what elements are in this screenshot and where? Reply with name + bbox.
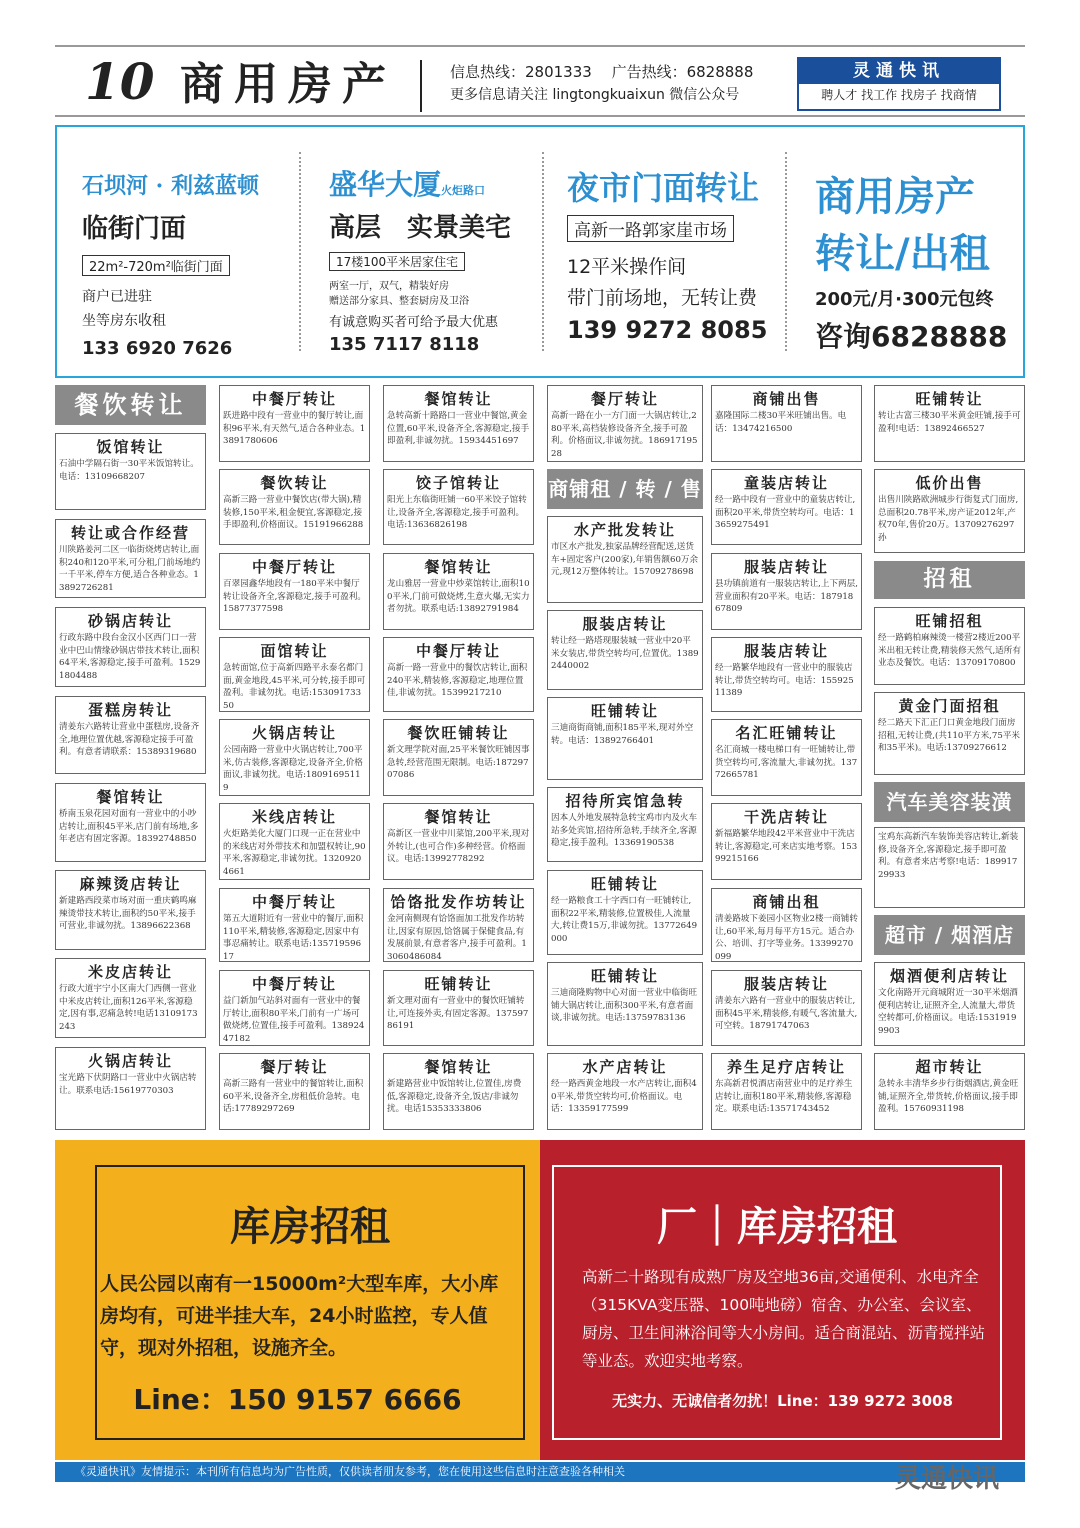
ad-box: 22m²-720m²临街门面 [82,255,230,276]
listing-heading: 烟酒便利店转让 [889,967,1009,985]
listing-card [383,637,534,712]
listing-heading: 养生足疗店转让 [726,1058,846,1076]
listing-heading: 童装店转让 [743,474,829,492]
ad-phone: 133 6920 7626 [82,338,233,359]
logo-subtitle: 聘人才 找工作 找房子 找商情 [821,88,977,102]
listing-heading: 麻辣烫店转让 [79,875,182,893]
banner-car: 汽车美容装潢 [874,782,1025,822]
listing-card [383,970,534,1046]
listing-heading: 餐馆转让 [424,808,493,826]
top-ads-panel [55,125,1025,378]
listing-card [711,553,862,630]
ad-line: 12平米操作间 [567,256,687,278]
listing-body: 东高新君悦酒店南营业中的足疗养生店转让,面积180平米,精装修,客源稳定。联系电话:13571743452 [715,1079,853,1115]
page-number: 10 [85,52,155,111]
listing-card [547,610,703,690]
hotline-text: 信息热线：2801333 广告热线：6828888 [450,63,754,81]
wechat-text: 更多信息请关注 lingtongkuaixun 微信公众号 [450,87,740,103]
listing-card [55,958,206,1038]
ad-line: 赠送部分家具、整套厨房及卫浴 [329,296,469,307]
listing-card [55,783,206,862]
ad-title: 库房招租 [230,1204,390,1250]
listing-card [219,803,370,880]
listing-heading: 餐厅转让 [260,1058,329,1076]
listing-body: 公园南路一营业中火锅店转让,700平米,仿古装修,客源稳定,设备齐全,价格面议,非诚勿扰。电话:18091695119 [223,745,363,793]
listing-card [874,962,1025,1046]
warehouse-ad-left [55,1140,540,1460]
listing-body: 三迪商隆购物中心对面一营业中临街旺铺大锅店转让,面积300平米,有意者面谈,非诚勿扰。电话:13759783136 [551,988,698,1024]
listing-heading: 旺铺招租 [915,612,984,630]
listing-card [711,385,862,462]
listing-card [711,719,862,796]
listing-body: 急转面馆,位于高新四路平永泰名都门面,黄金地段,45平米,可分转,接手即可盈利。非诚勿扰。电话:15309173350 [223,663,366,711]
listing-body: 经一路粮食工十字西口有一旺铺转让,面积22平米,精装修,位置极佳,人流量大,转让费15万,非诚勿扰。13772649000 [551,896,698,944]
listing-heading: 服装店转让 [582,615,668,633]
listing-body: 行政东路中段台金汉小区西门口一营业中巴山情缘砂锅店带技术转让,面积64平米,客源稳定,接手可盈利。15291804488 [59,633,201,681]
banner-market: 超市 / 烟酒店 [874,915,1025,955]
ad-phone: Line：150 9157 6666 [133,1383,462,1416]
header-divider [420,60,422,112]
listing-body: 高新一路在小一方门面一大锅店转让,280平米,高档装修设备齐全,接手可盈利。价格面议,非诚勿扰。18691719528 [551,411,698,459]
listing-body: 清姜东六路转让营业中蛋糕房,设备齐全,地理位置优越,客源稳定接手可盈利。有意者请联系：15389319680 [59,722,200,758]
ad-subtitle: 高层 实景美宅 [329,213,512,243]
logo-title: 灵通快讯 [799,59,999,84]
listing-body: 石油中学隔石街一30平米饭馆转让。电话：13109668207 [59,459,199,482]
ad-box: 17楼100平米居家住宅 [329,252,465,271]
listing-body: 名汇商城一楼电梯口有一旺铺转让,带货空转均可,客流量大,非诚勿扰。13772665781 [715,745,858,781]
listing-heading: 旺铺转让 [590,875,659,893]
listing-body: 急转高新十路路口一营业中餐馆,黄金位置,60平米,设备齐全,客源稳定,接手即盈利,非诚勿扰。15934451697 [387,411,530,447]
ad-line: 带门前场地，无转让费 [567,287,758,309]
listing-heading: 饭馆转让 [96,438,165,456]
watermark: 灵通快讯 [895,1464,1000,1494]
listing-body: 急转永丰清华乡步行街烟酒店,黄金旺铺,证照齐全,带货转,价格面议,接手即盈利。15760931198 [878,1079,1019,1115]
listing-heading: 火锅店转让 [87,1052,173,1070]
listing-card [711,1053,862,1130]
listing-body: 转让古富三楼30平米黄金旺铺,接手可盈利!电话：13892466527 [878,411,1021,434]
ad-box: 高新一路郭家崖市场 [567,215,734,242]
listing-heading: 餐馆转让 [424,390,493,408]
ad-body: 人民公园以南有一15000m²大型车库，大小库房均有，可进半挂大车，24小时监控，专人值守，现对外招租，设施齐全。 [100,1273,499,1359]
ad-title: 夜市门面转让 [567,169,760,207]
listing-card [383,888,534,962]
listing-heading: 餐馆转让 [424,558,493,576]
listing-card [711,888,862,962]
listing-heading: 餐厅转让 [590,390,659,408]
listing-body: 转让经一路塔现服装城一营业中20平米女装店,带货空转均可,位置优。13892440002 [551,636,699,672]
listing-heading: 中餐厅转让 [251,893,337,911]
listing-card [55,1047,206,1130]
listing-heading: 中餐厅转让 [251,975,337,993]
ad-line: 商户已进驻 [82,289,152,305]
listing-card [874,469,1025,553]
listing-card [55,696,206,774]
listing-body: 清姜路坡下姜园小区物业2楼一商铺转让,60平米,每月每平方15元。适合办公、培训、打字等业务。13399270099 [715,914,858,962]
listing-card [874,1053,1025,1130]
listing-card [874,692,1025,775]
listing-card [219,888,370,962]
listing-card [547,870,703,955]
ad-yeshi [542,127,782,376]
listing-body: 县功镇前道有一服装店转让,上下两层,营业面积有20平米。电话：18791867809 [715,579,858,615]
listing-card [55,607,206,687]
listing-heading: 旺铺转让 [590,967,659,985]
listing-heading: 黄金门面招租 [898,697,1001,715]
ad-body: 高新二十路现有成熟厂房及空地36亩,交通便利、水电齐全（315KVA变压器、100吨地磅）宿舍、办公室、会议室、厨房、卫生间淋浴间等大小房间。适合商混站、沥青搅拌站等业态。欢迎实地考察。 [582,1268,986,1370]
listing-body: 新建路西段菜市场对面一重庆鹤鸣麻辣烫带技术转让,面积约50平米,接手可营业,非诚勿扰。13896622368 [59,896,197,932]
header-bottom-rule [55,115,1025,117]
listing-body: 高新区一营业中川菜馆,200平米,现对外转让,(也可合作)多种经营。价格面议。电话:13992778292 [387,829,530,865]
listing-card [547,787,703,862]
listing-heading: 餐馆转让 [96,788,165,806]
listing-card [711,970,862,1046]
listing-body: 高新三路一营业中餐饮店(带大锅),精装修,150平米,租金便宜,客源稳定,接手即盈利,价格面议。15191966288 [223,495,364,531]
listing-body: 经一路繁华地段有一营业中的服装店转让,带货空转均可。电话：15592511389 [715,663,854,699]
ad-title: 商用房产 [815,174,975,220]
ad-phone: 135 7117 8118 [329,334,480,355]
listing-card [219,719,370,796]
banner-shop: 商铺租 / 转 / 售 [547,469,703,509]
listing-body: 第五大道附近有一营业中的餐厅,面积110平米,精装修,客源稳定,因家中有事忍痛转让。联系电话:13571959617 [223,914,364,962]
ad-phone: 无实力、无诚信者勿扰！Line：139 9272 3008 [612,1392,953,1410]
listing-heading: 中餐厅转让 [415,642,501,660]
listing-body: 经一路鹤柏麻辣烫一楼营2楼近200平米出租无转让费,精装修天然气,适所有业态及餐饮。电话：13709170800 [878,633,1021,669]
listing-heading: 旺铺转让 [590,702,659,720]
listing-body: 龙山雅居一营业中炒菜馆转让,面积100平米,门前可做烧烤,生意火爆,无实力者勿扰。联系电话:13892791984 [387,579,530,615]
listing-heading: 服装店转让 [743,642,829,660]
listing-card [383,719,534,796]
listing-heading: 米线店转让 [251,808,337,826]
listing-card [55,519,206,598]
listing-body: 出售川陕路欧洲城步行街复式门面房,总面积20.78平米,房产证2012年,产权70年,售价20万。13709276297 孙 [878,495,1019,543]
ad-line: 有诚意购买者可给予最大优惠 [329,315,499,330]
listing-body: 金河南侧现有饸饹面加工批发作坊转让,因家有原因,饸饹属于保健食品,有发展前景,有意者客户,接手可盈利。13060486084 [387,914,527,962]
listing-card [219,553,370,630]
listing-heading: 火锅店转让 [251,724,337,742]
listing-heading: 水产批发转让 [573,521,676,539]
listing-card [219,970,370,1046]
listing-card [874,607,1025,685]
listing-body: 文化南路开元商城附近一30平米烟酒便利店转让,证照齐全,人流量大,带货空转都可,价格面议。电话:15319199903 [878,988,1018,1036]
listing-heading: 中餐厅转让 [251,558,337,576]
ad-title: 转让/出租 [815,231,990,277]
ad-price: 200元/月·300元包终 [815,289,994,310]
listing-heading: 蛋糕房转让 [87,701,173,719]
listing-body: 三迪商街商铺,面积185平米,现对外空转。电话：13892766401 [551,723,694,746]
warehouse-ad-right [540,1140,1025,1460]
listing-card [219,385,370,462]
listing-body: 桥南玉泉花园对面有一营业中的小吵店转让,面积45平米,店门前有场地,多年老店有固定客源。18392748850 [59,809,199,845]
listing-body: 火炬路美化大厦门口现一正在营业中的米线店对外带技术和加盟权转让,90平米,客源稳定,非诚勿扰。13209204661 [223,829,366,877]
listing-heading: 砂锅店转让 [87,612,173,630]
listing-heading: 旺铺转让 [424,975,493,993]
listing-card [547,385,703,462]
listing-card [547,697,703,780]
listing-body: 高新一路一营业中的餐饮店转让,面积240平米,精装修,客源稳定,地理位置佳,非诚勿扰。15399217210 [387,663,528,699]
listing-body: 新建路营业中饭馆转让,位置佳,房费低,客源稳定,设备齐全,饭店/非诚勿扰。电话15353333806 [387,1079,522,1115]
ad-subtitle: 临街门面 [82,214,187,244]
publication-logo [797,57,1001,111]
listing-heading: 米皮店转让 [87,963,173,981]
listing-card [219,637,370,712]
listing-heading: 中餐厅转让 [251,390,337,408]
listing-heading: 商铺出售 [752,390,821,408]
ad-title: 厂｜库房招租 [657,1204,897,1250]
listing-body: 新文理学院对面,25平米餐饮旺铺因事急转,经营范围无限制。电话:18729707086 [387,745,530,781]
listing-heading: 饺子馆转让 [415,474,501,492]
listing-body: 百翠园鑫华地段有一180平米中餐厅转让设备齐全,客源稳定,接手可盈利。15877377598 [223,579,366,615]
listing-heading: 商铺出租 [752,893,821,911]
listing-body: 因本人外地发展特急转宝鸡市内及火车站多处宾馆,招待所急转,手续齐全,客源稳定,接手盈利。13369190538 [551,813,698,849]
listing-body: 清姜东六路有一营业中的服装店转让,面积45平米,精装修,有暖气,客流量大,可空转。18791747063 [715,996,858,1032]
banner-food: 餐饮转让 [55,385,206,425]
listing-card [55,433,206,510]
listing-card [383,469,534,545]
listing-body: 经二路天下汇正门口黄金地段门面房招租,无转让费,(共110平方米,75平米和35平米)。电话:13709276612 [878,718,1021,754]
footer-notice: 《灵通快讯》友情提示：本刊所有信息均为广告性质，仅供读者朋友参考，您在使用这些信息时注意查验各种相关 [55,1462,1025,1482]
ad-shenghua [299,127,539,376]
listing-heading: 旺铺转让 [915,390,984,408]
listing-heading: 服装店转让 [743,975,829,993]
listing-card [383,553,534,630]
listing-card [383,1053,534,1130]
listing-card [711,637,862,712]
listing-card [547,1053,703,1130]
listing-body: 高新三路有一营业中的餐馆转让,面积60平米,设备齐全,房租低价急转。电话:17789297269 [223,1079,364,1115]
listing-body: 嘉隆国际二楼30平米旺铺出售。电话：13474216500 [715,411,847,434]
listing-card [219,469,370,545]
listing-body: 新福路繁华地段42平米营业中干洗店转让,客源稳定,可来店实地考察。15399215166 [715,829,858,865]
listing-body: 行政大道宇宁小区南大门西侧一营业中米皮店转让,面积126平米,客源稳定,因有事,忍痛急转!电话13109173243 [59,984,198,1032]
listing-heading: 水产店转让 [582,1058,668,1076]
listing-heading: 餐馆转让 [424,1058,493,1076]
listing-card [219,1053,370,1130]
listing-body: 宝光路下伏阴路口一营业中火锅店转让。联系电话:15619770303 [59,1073,197,1096]
ad-title-small: 火炬路口 [441,184,486,197]
listing-card [711,803,862,880]
ad-line: 两室一厅，双气，精装好房 [329,281,449,292]
section-title: 商用房产 [180,59,396,110]
listing-heading: 超市转让 [915,1058,984,1076]
listing-body: 新文理对面有一营业中的餐饮旺铺转让,可连接外卖,有固定客源。13759786191 [387,996,529,1032]
listing-body: 经一路中段有一营业中的童装店转让,面积20平米,带货空转均可。电话：13659275491 [715,495,856,531]
listing-body: 阳光上东临街旺铺一60平米饺子馆转让,设备齐全,客源稳定,接手可盈利。电话:13636826198 [387,495,527,531]
ad-title: 盛华大厦 [329,168,442,201]
listing-heading: 干洗店转让 [743,808,829,826]
top-rule [55,45,1025,47]
listing-body: 经一路西黄金地段一水产店转让,面积40平米,带货空转均可,价格面议。电话：13359177599 [551,1079,697,1115]
listing-card [874,827,1025,908]
ad-commercial [785,127,1025,376]
listing-body: 益门新加气站斜对面有一营业中的餐厅转让,面积80平米,门前有一广场可做烧烤,位置佳,接手可盈利。13892447182 [223,996,365,1044]
listing-body: 跃进路中段有一营业中的餐厅转让,面积96平米,有天然气,适合各种业态。13891780606 [223,411,366,447]
ad-libzlandun [82,127,297,376]
listing-card [383,803,534,880]
listing-body: 宝鸡东高新汽车装饰美容店转让,新装修,设备齐全,客源稳定,接手即可盈利。有意者来店考察!电话：18991729933 [878,832,1019,880]
listing-heading: 餐饮转让 [260,474,329,492]
listing-body: 川陕路姜河二区一临街烧烤店转让,面积240和120平米,可分租,门前场地约一千平米,停车方便,适合各种业态。13892726281 [59,545,201,593]
listing-heading: 饸饹批发作坊转让 [390,893,527,911]
listing-card [55,870,206,950]
listing-card [547,962,703,1046]
listing-card [874,385,1025,462]
listing-heading: 服装店转让 [743,558,829,576]
listing-heading: 转让或合作经营 [70,524,190,542]
ad-title: 石坝河 · 利兹蓝顿 [82,173,259,199]
ad-phone: 139 9272 8085 [567,316,768,344]
listing-heading: 面馆转让 [260,642,329,660]
ad-line: 坐等房东收租 [82,313,166,329]
listing-card [711,469,862,545]
ad-consult: 咨询6828888 [815,320,1008,353]
listing-card [383,385,534,462]
listing-heading: 名汇旺铺转让 [735,724,838,742]
listing-card [547,516,703,603]
banner-recruit: 招租 [874,561,1025,599]
listing-heading: 招待所宾馆急转 [565,792,685,810]
listing-body: 市区水产批发,独家品牌经营配送,送货车+固定客户(200家),年销售额60万余元,现12万整体转让。15709278698 [551,542,699,578]
listing-heading: 低价出售 [915,474,984,492]
listing-heading: 餐饮旺铺转让 [407,724,510,742]
